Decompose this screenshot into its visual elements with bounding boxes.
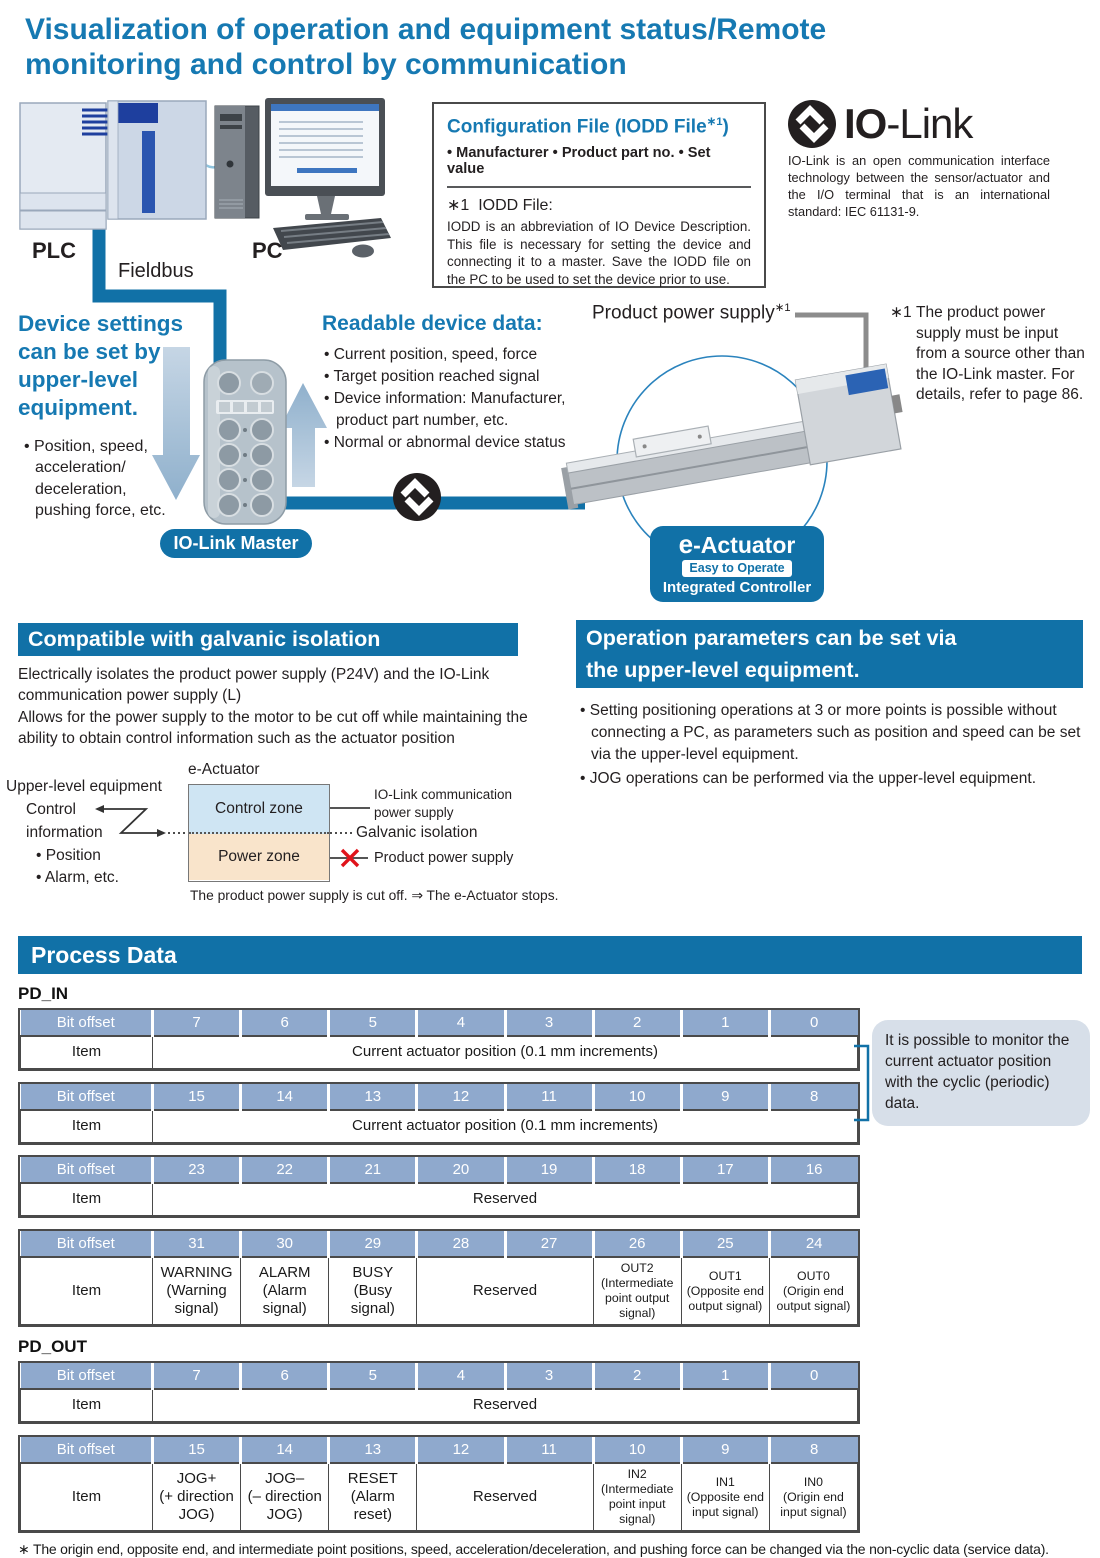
bit-offset-cell: 11 <box>505 1084 593 1110</box>
process-data-table <box>20 1363 858 1422</box>
bit-offset-cell: 3 <box>505 1010 593 1036</box>
page-title-line1: Visualization of operation and equipment status/Remote <box>25 13 827 46</box>
pd-in-label: PD_IN <box>18 984 69 1003</box>
bit-offset-cell: 24 <box>769 1231 857 1257</box>
readable-bullet: • Current position, speed, force <box>324 346 538 363</box>
pd-in-table-4 <box>18 1229 860 1327</box>
item-header: Item <box>21 1110 153 1143</box>
configuration-file-box <box>432 102 766 288</box>
integrated-controller-label: Integrated Controller <box>662 579 812 597</box>
product-power-supply-label: Product power supply$^{∗1}$ <box>592 302 791 324</box>
upper-level-equipment-label: Upper-level equipment <box>6 778 162 795</box>
item-cell: Reserved <box>153 1389 858 1422</box>
process-data-table <box>20 1231 858 1325</box>
operation-banner: Operation parameters can be set via the upper-level equipment. <box>576 620 1083 688</box>
bit-offset-cell: 12 <box>417 1437 505 1463</box>
item-cell: Current actuator position (0.1 mm increments) <box>153 1036 858 1069</box>
bit-offset-cell: 1 <box>681 1363 769 1389</box>
bit-offset-cell: 16 <box>769 1157 857 1183</box>
io-link-master-label: IO-Link Master <box>160 529 312 558</box>
item-header: Item <box>21 1463 153 1531</box>
bit-offset-cell: 6 <box>241 1010 329 1036</box>
page-title-line2: monitoring and control by communication <box>25 48 627 82</box>
bit-offset-cell: 31 <box>153 1231 241 1257</box>
galvanic-paragraphs <box>18 664 543 750</box>
operation-bullets <box>580 700 1086 792</box>
bit-offset-cell: 5 <box>329 1010 417 1036</box>
control-zone: Control zone <box>189 785 329 834</box>
bit-offset-cell: 23 <box>153 1157 241 1183</box>
e-actuator-badge <box>650 526 824 602</box>
bit-offset-header: Bit offset <box>21 1157 153 1183</box>
note-body: The product power supply must be input from a source other than the IO-Link master. For details, refer to page 86. <box>916 304 1085 404</box>
bit-offset-header: Bit offset <box>21 1010 153 1036</box>
bit-offset-cell: 2 <box>593 1010 681 1036</box>
config-box-divider <box>447 186 751 188</box>
device-settings-heading: Device settings can be set by upper-level equipment. <box>18 311 184 420</box>
bit-offset-cell: 8 <box>769 1437 857 1463</box>
pd-out-label: PD_OUT <box>18 1337 87 1356</box>
bit-offset-cell: 15 <box>153 1084 241 1110</box>
readable-bullet: • Target position reached signal <box>324 368 540 385</box>
bit-offset-cell: 19 <box>505 1157 593 1183</box>
io-link-description: IO-Link is an open communication interface technology between the sensor/actuator and the I/O terminal that is an international standard: IEC 61131-9. <box>788 153 1050 220</box>
control-information-label: Control information <box>26 801 103 841</box>
power-zone: Power zone <box>189 834 329 880</box>
operation-bullet: • JOG operations can be performed via the upper-level equipment. <box>580 770 1037 787</box>
bit-offset-header: Bit offset <box>21 1437 153 1463</box>
bit-offset-cell: 14 <box>241 1084 329 1110</box>
bit-offset-cell: 12 <box>417 1084 505 1110</box>
config-box-note-body: IODD is an abbreviation of IO Device Description. This file is necessary for setting the device and connecting it to a master. Save the IODD file on the PC to be used to set the device prior to use. <box>447 219 751 287</box>
bit-offset-cell: 17 <box>681 1157 769 1183</box>
readable-bullet: • Normal or abnormal device status <box>324 434 566 451</box>
pc-illustration <box>213 98 398 258</box>
bit-offset-cell: 5 <box>329 1363 417 1389</box>
bit-offset-cell: 0 <box>769 1010 857 1036</box>
item-cell: IN1 (Opposite end input signal) <box>681 1463 769 1531</box>
bit-offset-cell: 9 <box>681 1437 769 1463</box>
power-supply-note <box>890 303 1086 406</box>
monitor-note-box: It is possible to monitor the current actuator position with the cyclic (periodic) data. <box>872 1020 1090 1126</box>
config-box-note-title: ∗1 IODD File: <box>447 197 553 215</box>
bit-offset-cell: 8 <box>769 1084 857 1110</box>
bit-offset-cell: 2 <box>593 1363 681 1389</box>
actuator-zones-box <box>188 784 330 882</box>
item-cell: RESET (Alarm reset) <box>329 1463 417 1531</box>
bit-offset-header: Bit offset <box>21 1084 153 1110</box>
process-data-table <box>20 1437 858 1531</box>
config-box-title: Configuration File (IODD File$^{∗1}$) <box>447 116 729 138</box>
item-cell: WARNING (Warning signal) <box>153 1257 241 1325</box>
item-cell: Current actuator position (0.1 mm increments) <box>153 1110 858 1143</box>
item-header: Item <box>21 1183 153 1216</box>
item-cell: JOG– (– direction JOG) <box>241 1463 329 1531</box>
bit-offset-cell: 13 <box>329 1084 417 1110</box>
product-power-supply-diagram-label: Product power supply <box>374 850 514 866</box>
io-link-wordmark: IO-Link <box>844 100 973 147</box>
item-cell: IN2 (Intermediate point input signal) <box>593 1463 681 1531</box>
io-link-logo-block <box>788 100 1050 220</box>
io-link-icon <box>788 100 836 148</box>
pd-in-table-2 <box>18 1082 860 1145</box>
bit-offset-cell: 7 <box>153 1010 241 1036</box>
bit-offset-cell: 6 <box>241 1363 329 1389</box>
pc-label: PC <box>252 238 283 263</box>
bit-offset-cell: 15 <box>153 1437 241 1463</box>
position-bullet: • Position <box>36 847 101 864</box>
bit-offset-cell: 28 <box>417 1231 505 1257</box>
process-data-table <box>20 1010 858 1069</box>
bit-offset-cell: 7 <box>153 1363 241 1389</box>
item-cell: JOG+ (+ direction JOG) <box>153 1463 241 1531</box>
bit-offset-cell: 0 <box>769 1363 857 1389</box>
readable-data-heading: Readable device data: <box>322 312 543 335</box>
alarm-bullet: • Alarm, etc. <box>36 869 119 886</box>
bit-offset-cell: 11 <box>505 1437 593 1463</box>
bit-offset-cell: 3 <box>505 1363 593 1389</box>
easy-to-operate-tag: Easy to Operate <box>682 560 791 577</box>
item-cell: ALARM (Alarm signal) <box>241 1257 329 1325</box>
process-data-banner: Process Data <box>18 936 1082 974</box>
pd-out-table-1 <box>18 1361 860 1424</box>
bit-offset-cell: 21 <box>329 1157 417 1183</box>
item-cell: OUT2 (Intermediate point output signal) <box>593 1257 681 1325</box>
item-cell: BUSY (Busy signal) <box>329 1257 417 1325</box>
io-link-icon <box>393 473 441 521</box>
bit-offset-cell: 30 <box>241 1231 329 1257</box>
item-header: Item <box>21 1257 153 1325</box>
bit-offset-cell: 4 <box>417 1363 505 1389</box>
galvanic-diagram <box>0 755 560 930</box>
pd-in-table-3 <box>18 1155 860 1218</box>
bit-offset-cell: 22 <box>241 1157 329 1183</box>
item-header: Item <box>21 1389 153 1422</box>
device-settings-bullet: • Position, speed, acceleration/ deceleration, pushing force, etc. <box>24 438 166 519</box>
item-cell: IN0 (Origin end input signal) <box>769 1463 857 1531</box>
bit-offset-cell: 10 <box>593 1437 681 1463</box>
bit-offset-cell: 4 <box>417 1010 505 1036</box>
process-data-table <box>20 1084 858 1143</box>
item-cell: Reserved <box>417 1463 593 1531</box>
e-actuator-name: e-Actuator <box>678 529 796 560</box>
e-actuator-illustration <box>558 372 910 544</box>
bit-offset-cell: 29 <box>329 1231 417 1257</box>
readable-bullet: • Device information: Manufacturer, product part number, etc. <box>324 390 566 429</box>
mouse <box>352 245 374 258</box>
bit-offset-cell: 10 <box>593 1084 681 1110</box>
plc-label: PLC <box>32 238 76 263</box>
bit-offset-cell: 27 <box>505 1231 593 1257</box>
bit-offset-cell: 25 <box>681 1231 769 1257</box>
bit-offset-cell: 14 <box>241 1437 329 1463</box>
bit-offset-cell: 26 <box>593 1231 681 1257</box>
pd-out-table-2 <box>18 1435 860 1533</box>
plc-illustration <box>18 97 205 237</box>
config-box-bullets: • Manufacturer • Product part no. • Set value <box>447 145 711 178</box>
fieldbus-label: Fieldbus <box>118 260 194 282</box>
item-cell: Reserved <box>417 1257 593 1325</box>
io-link-master-illustration <box>202 356 288 528</box>
bit-offset-cell: 20 <box>417 1157 505 1183</box>
galvanic-para2: Allows for the power supply to the motor to be cut off while maintaining the ability to obtain control information such as the actuator position <box>18 708 528 748</box>
item-cell: OUT1 (Opposite end output signal) <box>681 1257 769 1325</box>
item-cell: OUT0 (Origin end output signal) <box>769 1257 857 1325</box>
process-data-table <box>20 1157 858 1216</box>
galvanic-isolation-label: Galvanic isolation <box>356 824 478 841</box>
operation-bullet: • Setting positioning operations at 3 or more points is possible without connecting a PC, as parameters such as position and speed can be set via the upper-level equipment. <box>580 702 1081 763</box>
galvanic-para1: Electrically isolates the product power supply (P24V) and the IO-Link communication power supply (L) <box>18 666 490 705</box>
cutoff-caption: The product power supply is cut off. ⇒ The e-Actuator stops. <box>190 888 559 903</box>
bit-offset-cell: 9 <box>681 1084 769 1110</box>
bit-offset-header: Bit offset <box>21 1231 153 1257</box>
table-note-bracket <box>854 1042 874 1126</box>
item-header: Item <box>21 1036 153 1069</box>
diagram-actuator-label: e-Actuator <box>188 761 260 778</box>
item-cell: Reserved <box>153 1183 858 1216</box>
comm-power-supply-label: IO-Link communication power supply <box>374 787 513 820</box>
bit-offset-cell: 18 <box>593 1157 681 1183</box>
bit-offset-cell: 1 <box>681 1010 769 1036</box>
note-marker: ∗1 <box>890 304 912 321</box>
pd-in-table-1 <box>18 1008 860 1071</box>
bit-offset-cell: 13 <box>329 1437 417 1463</box>
process-data-footnote: ∗ The origin end, opposite end, and intermediate point positions, speed, acceleration/deceleration, and pushing force can be changed via the non-cyclic data (service data). <box>18 1541 1049 1557</box>
bit-offset-header: Bit offset <box>21 1363 153 1389</box>
galvanic-banner: Compatible with galvanic isolation <box>18 623 518 656</box>
